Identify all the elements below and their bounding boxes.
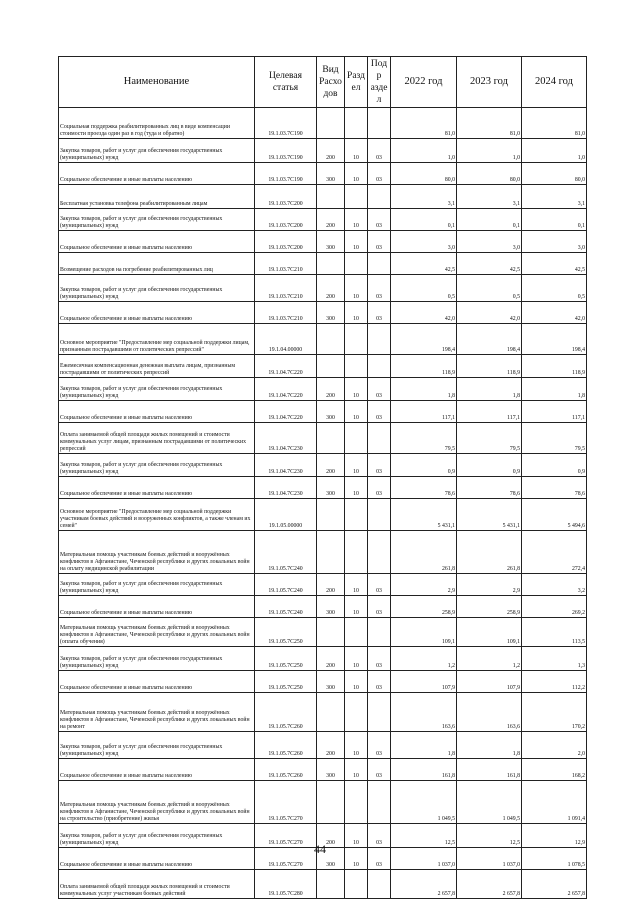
row-name: Закупка товаров, работ и услуг для обеспечения государственных (муниципальных) нужд: [59, 139, 255, 163]
row-name: Социальное обеспечение и иные выплаты населению: [59, 848, 255, 870]
row-expense-type: [317, 781, 345, 824]
table-row: [59, 647, 587, 671]
row-expense-type: 200: [317, 209, 345, 231]
row-value-2022: 0,9: [391, 454, 457, 477]
row-value-2022: 1 037,0: [391, 848, 457, 870]
row-value-2024: 80,0: [522, 163, 587, 185]
table-row: [59, 185, 587, 209]
row-section: 10: [345, 647, 368, 671]
table-row: [59, 499, 587, 531]
row-value-2023: 81,0: [457, 108, 522, 139]
row-section: [345, 870, 368, 899]
row-value-2024: 170,2: [522, 693, 587, 732]
row-value-2022: 78,6: [391, 477, 457, 499]
row-target-article: 19.1.03.7С190: [255, 139, 317, 163]
row-subsection: 03: [368, 759, 391, 781]
row-target-article: 19.1.05.7С250: [255, 671, 317, 693]
table-row: [59, 108, 587, 139]
header-year-2022: 2022 год: [391, 57, 457, 108]
row-value-2022: 198,4: [391, 324, 457, 355]
row-expense-type: [317, 108, 345, 139]
table-row: [59, 302, 587, 324]
row-target-article: 19.1.04.7С230: [255, 454, 317, 477]
row-value-2023: 258,9: [457, 596, 522, 618]
row-section: [345, 185, 368, 209]
row-value-2023: 1,8: [457, 732, 522, 759]
row-name: Социальное обеспечение и иные выплаты населению: [59, 401, 255, 423]
row-value-2023: 261,8: [457, 531, 522, 574]
row-section: [345, 355, 368, 378]
row-section: 10: [345, 671, 368, 693]
row-target-article: 19.1.03.7С190: [255, 163, 317, 185]
row-section: 10: [345, 732, 368, 759]
row-value-2022: 12,5: [391, 824, 457, 848]
row-section: 10: [345, 759, 368, 781]
row-value-2023: 78,6: [457, 477, 522, 499]
row-value-2024: 42,0: [522, 302, 587, 324]
row-target-article: 19.1.03.7С210: [255, 253, 317, 275]
row-value-2024: 3,2: [522, 574, 587, 596]
row-value-2022: 118,9: [391, 355, 457, 378]
row-value-2024: 2 657,8: [522, 870, 587, 899]
row-value-2023: 12,5: [457, 824, 522, 848]
row-target-article: 19.1.03.7С210: [255, 302, 317, 324]
table-row: [59, 355, 587, 378]
row-target-article: 19.1.05.00000: [255, 499, 317, 531]
row-subsection: [368, 253, 391, 275]
row-section: [345, 781, 368, 824]
row-section: 10: [345, 848, 368, 870]
row-section: 10: [345, 574, 368, 596]
table-row: [59, 324, 587, 355]
table-row: [59, 378, 587, 401]
row-name: Материальная помощь участникам боевых действий и вооружённых конфликтов в Афганистане, Чеченской республике и других локальных войн на ремонт: [59, 693, 255, 732]
row-value-2022: 1,2: [391, 647, 457, 671]
row-section: 10: [345, 163, 368, 185]
row-name: Материальная помощь участникам боевых действий и вооружённых конфликтов в Афганистане, Чеченской республике и других локальных войн на строительство (приобретение) жилья: [59, 781, 255, 824]
row-value-2022: 161,8: [391, 759, 457, 781]
row-value-2024: 272,4: [522, 531, 587, 574]
table-row: [59, 209, 587, 231]
row-target-article: 19.1.03.7С210: [255, 275, 317, 302]
table-row: [59, 693, 587, 732]
row-expense-type: [317, 870, 345, 899]
row-section: 10: [345, 302, 368, 324]
row-value-2022: 261,8: [391, 531, 457, 574]
row-name: Закупка товаров, работ и услуг для обеспечения государственных (муниципальных) нужд: [59, 732, 255, 759]
row-value-2024: 78,6: [522, 477, 587, 499]
row-name: Материальная помощь участникам боевых действий и вооружённых конфликтов в Афганистане, Чеченской республике и других локальных войн (оплата обучения): [59, 618, 255, 647]
row-subsection: 03: [368, 378, 391, 401]
row-name: Основное мероприятие "Предоставление мер социальной поддержки лицам, признанным пострадавшими от политических репрессий": [59, 324, 255, 355]
row-value-2022: 0,1: [391, 209, 457, 231]
row-target-article: 19.1.04.7С220: [255, 401, 317, 423]
row-target-article: 19.1.05.7С260: [255, 759, 317, 781]
row-target-article: 19.1.05.7С240: [255, 574, 317, 596]
row-name: Оплата занимаемой общей площади жилых помещений и стоимости коммунальных услуг лицам, признанным пострадавшими от политических репрессий: [59, 423, 255, 454]
row-value-2023: 0,1: [457, 209, 522, 231]
row-expense-type: 300: [317, 302, 345, 324]
header-name: Наименование: [59, 57, 255, 108]
row-value-2024: 0,1: [522, 209, 587, 231]
row-value-2024: 5 494,6: [522, 499, 587, 531]
row-subsection: 03: [368, 824, 391, 848]
row-value-2024: 81,0: [522, 108, 587, 139]
row-name: Закупка товаров, работ и услуг для обеспечения государственных (муниципальных) нужд: [59, 209, 255, 231]
table-row: [59, 231, 587, 253]
row-target-article: 19.1.05.7С270: [255, 781, 317, 824]
row-section: 10: [345, 824, 368, 848]
row-value-2024: 117,1: [522, 401, 587, 423]
row-name: Возмещение расходов на погребение реабилитированных лиц: [59, 253, 255, 275]
header-year-2023: 2023 год: [457, 57, 522, 108]
row-value-2023: 1,8: [457, 378, 522, 401]
row-value-2022: 3,0: [391, 231, 457, 253]
header-year-2024: 2024 год: [522, 57, 587, 108]
row-subsection: 03: [368, 231, 391, 253]
row-target-article: 19.1.03.7С190: [255, 108, 317, 139]
row-subsection: [368, 870, 391, 899]
row-value-2024: 12,9: [522, 824, 587, 848]
page-number: 44: [314, 842, 326, 856]
row-target-article: 19.1.03.7С200: [255, 231, 317, 253]
row-expense-type: [317, 618, 345, 647]
row-value-2023: 198,4: [457, 324, 522, 355]
table-row: [59, 870, 587, 899]
row-target-article: 19.1.04.7С230: [255, 477, 317, 499]
row-section: 10: [345, 139, 368, 163]
row-value-2024: 3,0: [522, 231, 587, 253]
row-section: [345, 618, 368, 647]
table-row: [59, 275, 587, 302]
row-value-2024: 269,2: [522, 596, 587, 618]
row-section: 10: [345, 275, 368, 302]
row-expense-type: [317, 693, 345, 732]
row-value-2023: 1 037,0: [457, 848, 522, 870]
row-expense-type: 200: [317, 824, 345, 848]
table-row: [59, 781, 587, 824]
row-value-2022: 5 431,1: [391, 499, 457, 531]
row-value-2024: 79,5: [522, 423, 587, 454]
row-value-2022: 1 049,5: [391, 781, 457, 824]
table-body: [59, 108, 587, 899]
table-row: [59, 759, 587, 781]
row-value-2023: 1,0: [457, 139, 522, 163]
row-expense-type: [317, 355, 345, 378]
row-expense-type: 200: [317, 275, 345, 302]
row-expense-type: 200: [317, 732, 345, 759]
row-subsection: 03: [368, 732, 391, 759]
row-name: Закупка товаров, работ и услуг для обеспечения государственных (муниципальных) нужд: [59, 454, 255, 477]
row-name: Социальное обеспечение и иные выплаты населению: [59, 163, 255, 185]
row-value-2022: 1,8: [391, 732, 457, 759]
row-target-article: 19.1.05.7С270: [255, 824, 317, 848]
row-target-article: 19.1.05.7С240: [255, 531, 317, 574]
row-section: [345, 423, 368, 454]
budget-table: [58, 56, 587, 899]
row-expense-type: 300: [317, 231, 345, 253]
row-value-2024: 112,2: [522, 671, 587, 693]
row-subsection: [368, 108, 391, 139]
row-expense-type: 300: [317, 671, 345, 693]
row-target-article: 19.1.05.7С260: [255, 732, 317, 759]
row-subsection: [368, 423, 391, 454]
row-target-article: 19.1.03.7С200: [255, 209, 317, 231]
header-subsection: Подр азде л: [368, 57, 391, 108]
row-name: Закупка товаров, работ и услуг для обеспечения государственных (муниципальных) нужд: [59, 574, 255, 596]
row-value-2022: 258,9: [391, 596, 457, 618]
row-section: [345, 531, 368, 574]
row-expense-type: [317, 423, 345, 454]
row-value-2023: 163,6: [457, 693, 522, 732]
row-value-2023: 42,5: [457, 253, 522, 275]
row-name: Социальное обеспечение и иные выплаты населению: [59, 671, 255, 693]
row-name: Социальное обеспечение и иные выплаты населению: [59, 596, 255, 618]
row-subsection: [368, 499, 391, 531]
row-value-2023: 1 049,5: [457, 781, 522, 824]
row-target-article: 19.1.05.7С250: [255, 618, 317, 647]
row-section: [345, 499, 368, 531]
row-value-2022: 0,5: [391, 275, 457, 302]
row-name: Социальное обеспечение и иные выплаты населению: [59, 477, 255, 499]
row-expense-type: 200: [317, 454, 345, 477]
row-name: Закупка товаров, работ и услуг для обеспечения государственных (муниципальных) нужд: [59, 378, 255, 401]
row-value-2022: 3,1: [391, 185, 457, 209]
row-name: Ежемесячная компенсационная денежная выплата лицам, признанным пострадавшими от политических репрессий: [59, 355, 255, 378]
table-row: [59, 596, 587, 618]
row-subsection: 03: [368, 848, 391, 870]
row-section: 10: [345, 596, 368, 618]
table-row: [59, 618, 587, 647]
row-value-2024: 113,5: [522, 618, 587, 647]
row-subsection: [368, 693, 391, 732]
row-value-2022: 42,5: [391, 253, 457, 275]
row-subsection: 03: [368, 401, 391, 423]
row-value-2023: 109,1: [457, 618, 522, 647]
row-value-2022: 81,0: [391, 108, 457, 139]
row-target-article: 19.1.04.7С230: [255, 423, 317, 454]
row-expense-type: 300: [317, 848, 345, 870]
row-value-2023: 2 657,8: [457, 870, 522, 899]
row-value-2022: 2,9: [391, 574, 457, 596]
row-subsection: 03: [368, 574, 391, 596]
row-name: Оплата занимаемой общей площади жилых помещений и стоимости коммунальных услуг участникам боевых действий: [59, 870, 255, 899]
row-subsection: 03: [368, 163, 391, 185]
row-expense-type: [317, 499, 345, 531]
row-target-article: 19.1.04.7С220: [255, 378, 317, 401]
row-subsection: 03: [368, 671, 391, 693]
row-subsection: 03: [368, 477, 391, 499]
row-expense-type: 300: [317, 163, 345, 185]
table-row: [59, 531, 587, 574]
row-expense-type: 300: [317, 596, 345, 618]
row-expense-type: 200: [317, 647, 345, 671]
row-value-2023: 161,8: [457, 759, 522, 781]
row-value-2024: 168,2: [522, 759, 587, 781]
row-section: 10: [345, 454, 368, 477]
row-name: Закупка товаров, работ и услуг для обеспечения государственных (муниципальных) нужд: [59, 824, 255, 848]
row-section: [345, 108, 368, 139]
row-expense-type: 200: [317, 139, 345, 163]
table-row: [59, 139, 587, 163]
row-expense-type: 200: [317, 574, 345, 596]
row-value-2022: 117,1: [391, 401, 457, 423]
row-value-2022: 2 657,8: [391, 870, 457, 899]
row-value-2023: 79,5: [457, 423, 522, 454]
row-section: [345, 324, 368, 355]
row-target-article: 19.1.04.7С220: [255, 355, 317, 378]
row-expense-type: [317, 253, 345, 275]
row-section: 10: [345, 231, 368, 253]
row-value-2024: 198,4: [522, 324, 587, 355]
row-value-2022: 1,0: [391, 139, 457, 163]
table-row: [59, 163, 587, 185]
document-page: [58, 56, 586, 899]
row-name: Материальная помощь участникам боевых действий и вооружённых конфликтов в Афганистане, Чеченской республике и других локальных войн на оплату медицинской реабилитации: [59, 531, 255, 574]
row-section: [345, 693, 368, 732]
row-value-2023: 117,1: [457, 401, 522, 423]
row-subsection: 03: [368, 596, 391, 618]
row-value-2024: 1,3: [522, 647, 587, 671]
row-value-2024: 42,5: [522, 253, 587, 275]
row-subsection: 03: [368, 454, 391, 477]
row-target-article: 19.1.03.7С200: [255, 185, 317, 209]
row-name: Социальное обеспечение и иные выплаты населению: [59, 302, 255, 324]
row-expense-type: [317, 185, 345, 209]
row-section: [345, 253, 368, 275]
row-section: 10: [345, 378, 368, 401]
row-expense-type: 200: [317, 378, 345, 401]
row-subsection: 03: [368, 209, 391, 231]
table-row: [59, 253, 587, 275]
row-value-2023: 2,9: [457, 574, 522, 596]
row-value-2023: 107,9: [457, 671, 522, 693]
table-row: [59, 732, 587, 759]
row-expense-type: 300: [317, 477, 345, 499]
row-section: 10: [345, 401, 368, 423]
table-row: [59, 423, 587, 454]
row-value-2023: 1,2: [457, 647, 522, 671]
row-expense-type: 300: [317, 401, 345, 423]
row-target-article: 19.1.04.00000: [255, 324, 317, 355]
row-value-2024: 2,0: [522, 732, 587, 759]
row-subsection: [368, 324, 391, 355]
row-value-2023: 118,9: [457, 355, 522, 378]
table-row: [59, 574, 587, 596]
row-value-2024: 3,1: [522, 185, 587, 209]
row-value-2024: 0,5: [522, 275, 587, 302]
row-value-2022: 79,5: [391, 423, 457, 454]
row-target-article: 19.1.05.7С240: [255, 596, 317, 618]
row-name: Основное мероприятие "Предоставление мер социальной поддержки участникам боевых действий и вооруженных конфликтов, а также членам их семей": [59, 499, 255, 531]
row-target-article: 19.1.05.7С250: [255, 647, 317, 671]
row-expense-type: [317, 324, 345, 355]
row-name: Бесплатная установка телефона реабилитированным лицам: [59, 185, 255, 209]
row-name: Закупка товаров, работ и услуг для обеспечения государственных (муниципальных) нужд: [59, 275, 255, 302]
row-target-article: 19.1.05.7С260: [255, 693, 317, 732]
row-value-2022: 109,1: [391, 618, 457, 647]
row-name: Социальная поддержка реабилитированных лиц в виде компенсации стоимости проезда один раз в год (туда и обратно): [59, 108, 255, 139]
row-subsection: [368, 185, 391, 209]
row-value-2022: 107,9: [391, 671, 457, 693]
row-subsection: [368, 781, 391, 824]
row-value-2023: 0,9: [457, 454, 522, 477]
row-expense-type: 300: [317, 759, 345, 781]
row-value-2023: 80,0: [457, 163, 522, 185]
row-value-2024: 1 078,5: [522, 848, 587, 870]
row-subsection: 03: [368, 139, 391, 163]
row-subsection: 03: [368, 275, 391, 302]
header-expense-type: Вид Расхо дов: [317, 57, 345, 108]
row-value-2022: 163,6: [391, 693, 457, 732]
row-value-2024: 1,8: [522, 378, 587, 401]
row-subsection: [368, 355, 391, 378]
row-name: Социальное обеспечение и иные выплаты населению: [59, 759, 255, 781]
row-name: Закупка товаров, работ и услуг для обеспечения государственных (муниципальных) нужд: [59, 647, 255, 671]
row-expense-type: [317, 531, 345, 574]
row-target-article: 19.1.05.7С270: [255, 848, 317, 870]
row-value-2022: 1,8: [391, 378, 457, 401]
table-row: [59, 671, 587, 693]
row-subsection: [368, 531, 391, 574]
row-value-2024: 118,9: [522, 355, 587, 378]
row-value-2024: 0,9: [522, 454, 587, 477]
row-value-2023: 5 431,1: [457, 499, 522, 531]
row-target-article: 19.1.05.7С280: [255, 870, 317, 899]
row-value-2023: 3,0: [457, 231, 522, 253]
row-value-2023: 42,0: [457, 302, 522, 324]
table-row: [59, 477, 587, 499]
row-section: 10: [345, 209, 368, 231]
table-header: [59, 57, 587, 108]
row-value-2023: 0,5: [457, 275, 522, 302]
row-subsection: [368, 618, 391, 647]
row-subsection: 03: [368, 647, 391, 671]
row-subsection: 03: [368, 302, 391, 324]
table-row: [59, 454, 587, 477]
header-section: Разд ел: [345, 57, 368, 108]
row-value-2022: 42,0: [391, 302, 457, 324]
header-target-article: Целевая статья: [255, 57, 317, 108]
table-row: [59, 401, 587, 423]
row-value-2024: 1 091,4: [522, 781, 587, 824]
row-name: Социальное обеспечение и иные выплаты населению: [59, 231, 255, 253]
row-value-2022: 80,0: [391, 163, 457, 185]
row-section: 10: [345, 477, 368, 499]
row-value-2024: 1,0: [522, 139, 587, 163]
row-value-2023: 3,1: [457, 185, 522, 209]
